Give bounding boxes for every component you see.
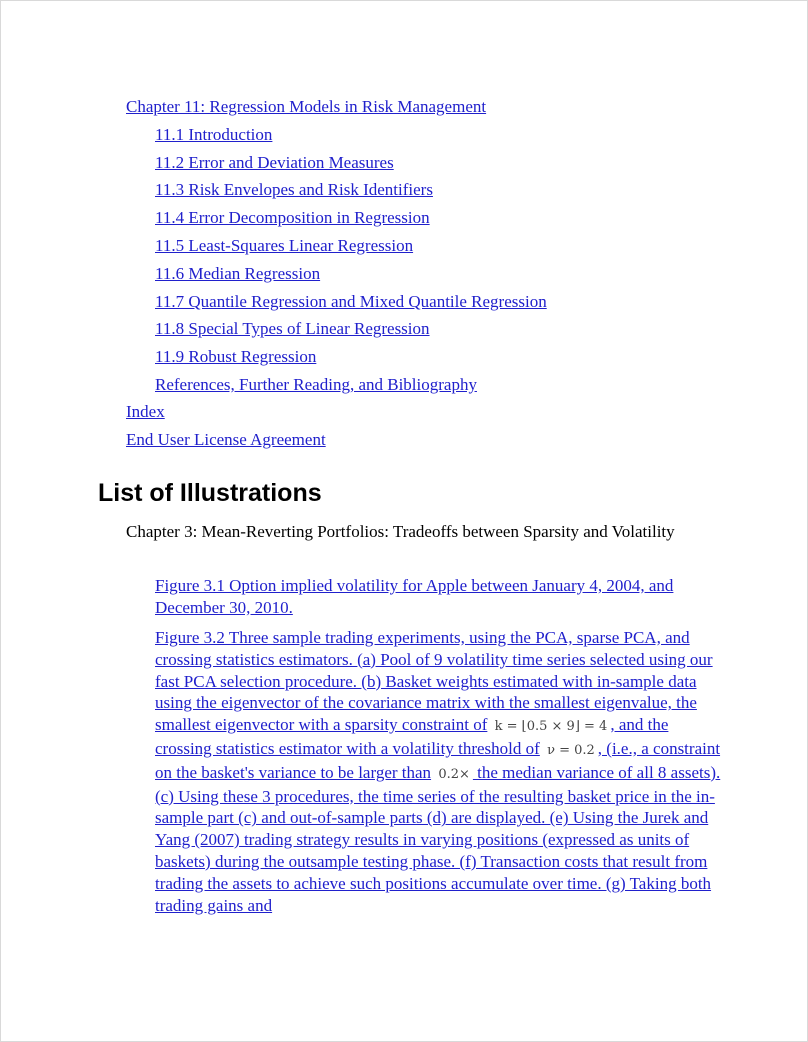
figure-3-2-link-part-c[interactable]: , (i.e., a constraint on the basket's variance to be larger than	[155, 738, 721, 782]
toc-link-eula[interactable]: End User License Agreement	[126, 430, 326, 449]
toc-link-11-9[interactable]: 11.9 Robust Regression	[155, 347, 317, 366]
math-times-expression: 0.2×	[438, 766, 470, 782]
toc-link-references[interactable]: References, Further Reading, and Bibliography	[155, 375, 477, 394]
toc-link-11-6[interactable]: 11.6 Median Regression	[155, 264, 321, 283]
toc-link-11-3[interactable]: 11.3 Risk Envelopes and Risk Identifiers	[155, 180, 433, 199]
toc-link-11-2[interactable]: 11.2 Error and Deviation Measures	[155, 153, 394, 172]
toc-link-11-5[interactable]: 11.5 Least-Squares Linear Regression	[155, 236, 414, 255]
figure-3-1-link[interactable]: Figure 3.1 Option implied volatility for Apple between January 4, 2004, and December 30, 2010.	[155, 576, 674, 617]
toc-link-11-1[interactable]: 11.1 Introduction	[155, 125, 273, 144]
figure-3-2-link-part-d[interactable]: the median variance of all 8 assets). (c) Using these 3 procedures, the time series of the resulting basket price in the in-sample part (c) and out-of-sample parts (d) are displayed. (e) Using the Jurek and Yang (2007) trading strategy results in varying positions (expressed as units of baskets) during the outsample testing phase. (f) Transaction costs that result from trading the assets to achieve such positions accumulate over time. (g) Taking both trading gains and	[155, 762, 721, 915]
toc-link-11-4[interactable]: 11.4 Error Decomposition in Regression	[155, 208, 430, 227]
chapter-3-caption: Chapter 3: Mean-Reverting Portfolios: Tradeoffs between Sparsity and Volatility	[126, 522, 675, 541]
math-k-expression: k = ⌊0.5 × 9⌋ = 4	[494, 719, 608, 735]
toc-link-11-7[interactable]: 11.7 Quantile Regression and Mixed Quantile Regression	[155, 292, 547, 311]
math-nu-expression: ν = 0.2	[547, 742, 595, 758]
figure-3-2-entry	[155, 627, 725, 916]
toc-link-11-8[interactable]: 11.8 Special Types of Linear Regression	[155, 319, 430, 338]
figure-3-2-link-part-b[interactable]: , and the crossing statistics estimator with a volatility threshold of	[155, 715, 669, 758]
toc-link-chapter-11[interactable]: Chapter 11: Regression Models in Risk Management	[126, 97, 487, 116]
toc-link-index[interactable]: Index	[126, 402, 165, 421]
figure-3-2-link-part-a[interactable]: Figure 3.2 Three sample trading experiments, using the PCA, sparse PCA, and crossing statistics estimators. (a) Pool of 9 volatility time series selected using our fast PCA selection procedure. (b) Basket weights estimated with in-sample data using the eigenvector of the covariance matrix with the smallest eigenvalue, the smallest eigenvector with a sparsity constraint of	[155, 628, 713, 735]
list-of-illustrations-heading: List of Illustrations	[98, 479, 322, 507]
figure-3-1-entry	[155, 575, 725, 619]
